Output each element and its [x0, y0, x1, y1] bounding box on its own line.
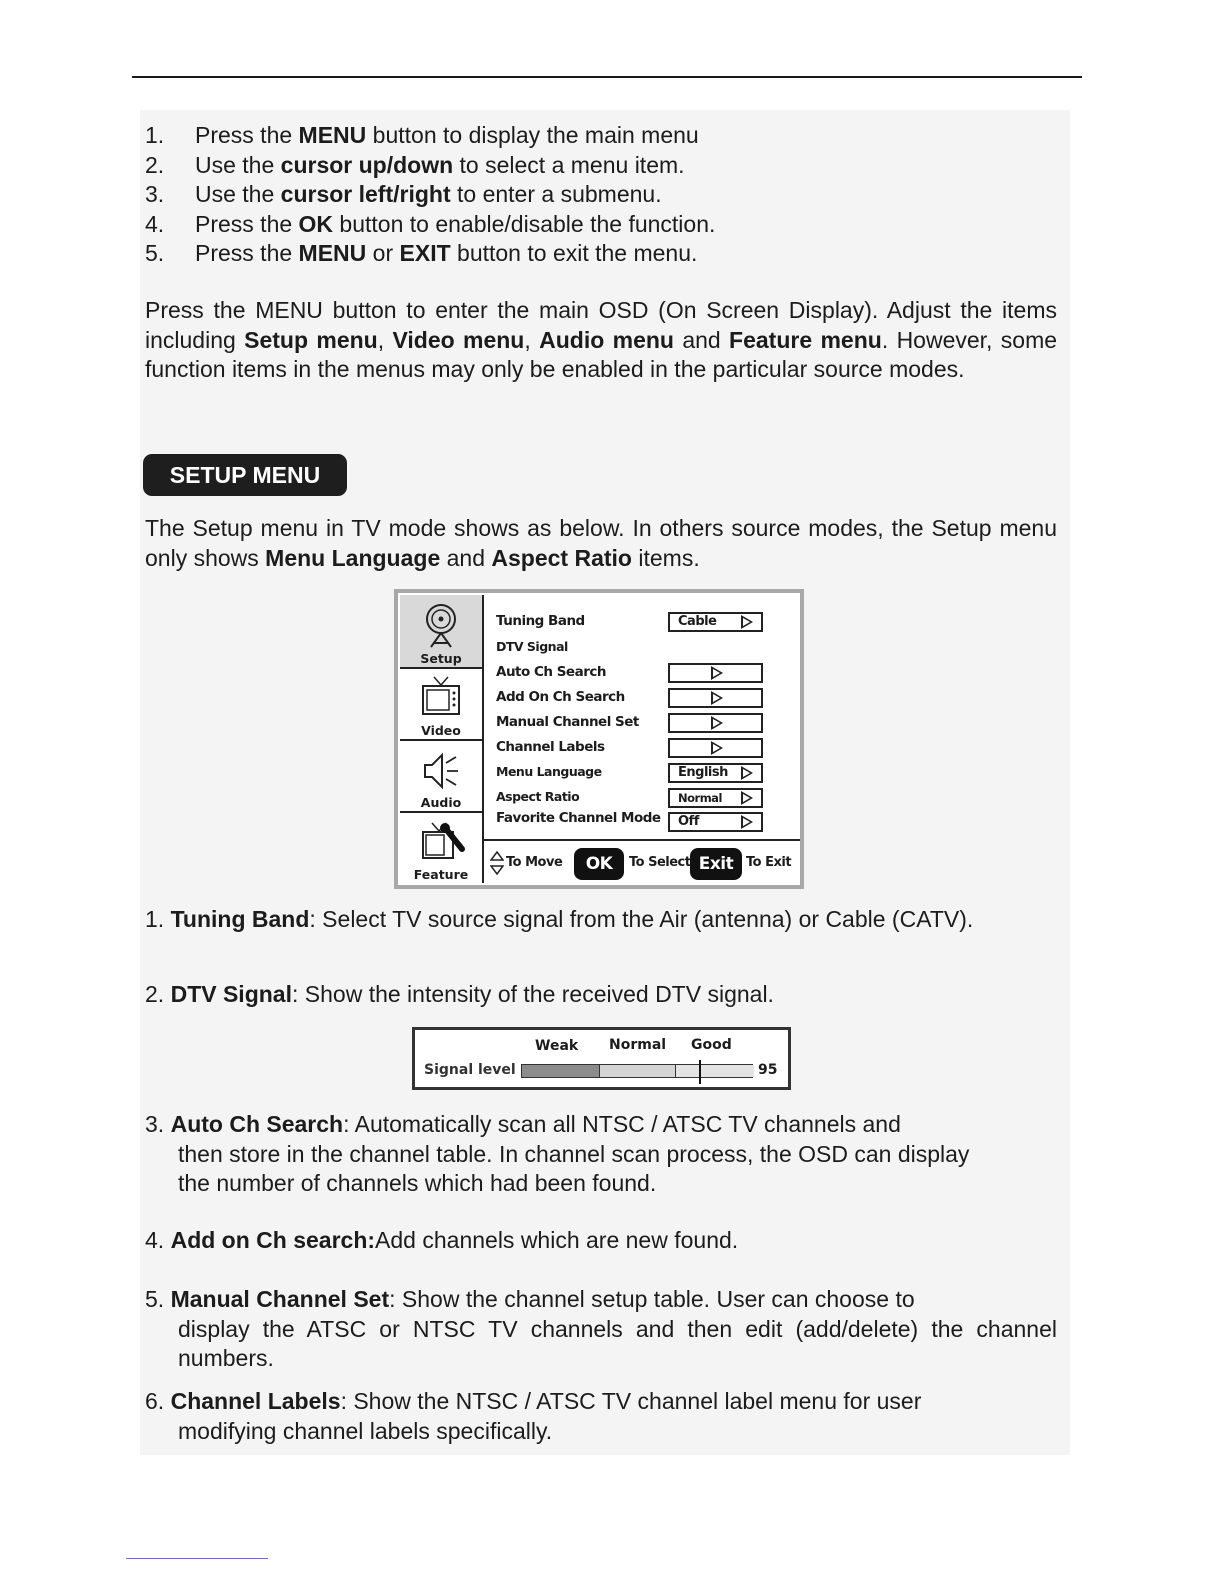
step-number: 5. — [145, 240, 165, 266]
item-text: : Automatically scan all NTSC / ATSC TV channels and — [343, 1111, 901, 1137]
play-arrow-icon — [711, 666, 723, 680]
footer-select-label: To Select — [629, 855, 691, 870]
step-text: or — [366, 240, 400, 266]
osd-value-box[interactable] — [668, 688, 763, 708]
osd-value-box[interactable] — [668, 713, 763, 733]
intro-keyword: Audio menu — [539, 326, 674, 353]
osd-tab-label: Setup — [420, 651, 462, 666]
step-text: to select a menu item. — [453, 151, 685, 178]
list-item — [145, 1285, 1057, 1374]
item-text-continued: then store in the channel table. In channel scan process, the OSD can display the number of channels which had been found. — [178, 1140, 970, 1196]
tv-wrench-icon — [420, 819, 466, 867]
step-text: Use the — [195, 151, 281, 178]
osd-tab-label: Audio — [420, 795, 462, 810]
step-item — [145, 151, 1045, 181]
signal-normal-segment — [600, 1065, 676, 1077]
osd-value-box[interactable] — [668, 788, 763, 808]
intro-text: , — [377, 326, 393, 353]
signal-level-label: Signal level — [424, 1062, 516, 1078]
step-item — [145, 121, 1045, 151]
play-arrow-icon — [711, 691, 723, 705]
intro-keyword: Setup menu — [244, 326, 378, 353]
signal-good-segment — [676, 1065, 754, 1077]
setup-desc-text: and — [440, 544, 492, 571]
intro-text: . However, some function items in the menus may only be enabled in the particular source modes. — [145, 326, 1058, 382]
list-item — [145, 1387, 1057, 1446]
item-title: Tuning Band — [170, 906, 310, 932]
play-arrow-icon — [711, 716, 723, 730]
step-keyword: cursor left/right — [280, 181, 451, 207]
intro-text: Press the MENU button to enter the main OSD (On Screen Display). Adjust the items including — [145, 297, 1057, 353]
osd-value-box[interactable] — [668, 763, 763, 783]
osd-tab-video[interactable] — [400, 669, 482, 741]
play-arrow-icon — [741, 615, 753, 629]
setup-description — [145, 514, 1057, 573]
osd-footer — [484, 839, 800, 887]
footer-exit-label: To Exit — [746, 855, 792, 870]
osd-tab-feature[interactable] — [400, 813, 482, 883]
step-item — [145, 239, 1045, 269]
intro-text: and — [673, 326, 730, 353]
step-number: 1. — [145, 122, 165, 148]
osd-tab-label: Feature — [413, 867, 469, 882]
item-number: 5. — [145, 1286, 171, 1312]
play-arrow-icon — [741, 815, 753, 829]
osd-row-label: Aspect Ratio — [496, 789, 580, 804]
item-number: 3. — [145, 1111, 171, 1137]
osd-row-label: Manual Channel Set — [496, 714, 639, 730]
osd-value-box[interactable] — [668, 738, 763, 758]
satellite-dish-icon — [420, 601, 462, 649]
setup-desc-text: items. — [631, 544, 700, 571]
intro-keyword: Video menu — [392, 326, 525, 353]
item-text: : Show the intensity of the received DTV signal. — [291, 981, 774, 1007]
osd-value-box[interactable] — [668, 663, 763, 683]
osd-row-favorite-channel-mode[interactable] — [496, 812, 796, 832]
item-title: Auto Ch Search — [170, 1111, 344, 1137]
osd-value-box[interactable] — [668, 612, 763, 632]
osd-row-value: English — [678, 765, 728, 780]
signal-level-indicator — [412, 1027, 791, 1090]
speaker-icon — [420, 747, 462, 795]
step-item — [145, 210, 1045, 240]
ok-button[interactable]: OK — [574, 848, 624, 880]
item-text: Add channels which are new found. — [375, 1227, 739, 1253]
item-number: 2. — [145, 981, 171, 1007]
list-item — [145, 980, 1057, 1010]
osd-row-label: DTV Signal — [496, 639, 568, 654]
signal-good-label: Good — [691, 1037, 732, 1053]
osd-row-label: Tuning Band — [496, 613, 585, 629]
step-text: to enter a submenu. — [450, 181, 662, 207]
step-text: button to enable/disable the function. — [333, 210, 716, 237]
play-arrow-icon — [711, 741, 723, 755]
signal-value: 95 — [758, 1062, 778, 1078]
step-keyword: EXIT — [399, 240, 451, 266]
play-arrow-icon — [741, 766, 753, 780]
osd-tab-label: Video — [421, 723, 461, 738]
footer-rule — [126, 1558, 268, 1559]
intro-text: , — [524, 326, 540, 353]
step-text: Press the — [195, 122, 299, 148]
osd-tab-audio[interactable] — [400, 741, 482, 813]
osd-row-label: Menu Language — [496, 764, 602, 779]
osd-sidebar — [400, 595, 484, 883]
osd-row-value: Cable — [678, 614, 717, 629]
intro-keyword: Feature menu — [729, 326, 882, 353]
list-item — [145, 905, 1057, 935]
osd-row-label: Favorite Channel Mode — [496, 810, 661, 826]
tv-icon — [420, 675, 462, 723]
step-text: Press the — [195, 240, 299, 266]
osd-row-manual-channel-set[interactable] — [496, 713, 796, 733]
osd-row-value: Off — [678, 814, 699, 829]
step-keyword: MENU — [298, 122, 367, 148]
footer-move-label: To Move — [506, 855, 563, 870]
osd-row-value: Normal — [678, 791, 722, 805]
item-text-continued: modifying channel labels specifically. — [178, 1417, 553, 1444]
osd-row-channel-labels[interactable] — [496, 738, 796, 758]
osd-value-box[interactable] — [668, 812, 763, 832]
step-keyword: OK — [298, 210, 334, 237]
item-title: Manual Channel Set — [170, 1286, 390, 1312]
item-number: 6. — [145, 1388, 171, 1414]
setup-desc-keyword: Menu Language — [265, 544, 441, 571]
setup-desc-keyword: Aspect Ratio — [491, 544, 632, 571]
osd-row-menu-language[interactable] — [496, 763, 796, 783]
step-number: 4. — [145, 210, 165, 237]
step-text: button to display the main menu — [366, 122, 699, 148]
play-arrow-icon — [741, 791, 753, 805]
osd-row-add-on-ch-search[interactable] — [496, 688, 796, 708]
step-number: 3. — [145, 181, 165, 207]
item-title: Channel Labels — [170, 1388, 341, 1414]
item-text: : Show the channel setup table. User can choose to — [389, 1286, 915, 1312]
exit-button[interactable]: Exit — [690, 848, 742, 880]
section-heading: SETUP MENU — [143, 454, 347, 496]
osd-row-label: Channel Labels — [496, 739, 605, 755]
item-title: DTV Signal — [170, 981, 292, 1007]
intro-paragraph — [145, 296, 1057, 385]
step-keyword: cursor up/down — [280, 151, 454, 178]
setup-desc-text: The Setup menu in TV mode shows as below. In others source modes, the Setup menu only shows — [145, 515, 1057, 571]
list-item — [145, 1110, 985, 1199]
item-number: 4. — [145, 1227, 171, 1253]
item-text: : Select TV source signal from the Air (antenna) or Cable (CATV). — [309, 906, 974, 932]
instruction-steps — [145, 121, 1045, 269]
step-item — [145, 180, 1045, 210]
osd-row-label: Auto Ch Search — [496, 664, 606, 680]
header-rule — [132, 76, 1082, 78]
osd-row-dtv-signal[interactable] — [496, 638, 796, 658]
item-text: : Show the NTSC / ATSC TV channel label menu for user — [340, 1388, 922, 1414]
step-text: Press the — [195, 210, 299, 237]
step-text: button to exit the menu. — [450, 240, 698, 266]
signal-bar — [521, 1064, 753, 1078]
signal-marker — [699, 1060, 701, 1084]
step-keyword: MENU — [298, 240, 367, 266]
signal-weak-label: Weak — [535, 1038, 579, 1054]
item-text-continued: display the ATSC or NTSC TV channels and then edit (add/delete) the channel numbers. — [178, 1315, 1057, 1371]
step-text: Use the — [195, 181, 281, 207]
signal-weak-segment — [522, 1065, 600, 1077]
item-number: 1. — [145, 906, 171, 932]
osd-row-aspect-ratio[interactable] — [496, 788, 796, 808]
up-down-arrow-icon — [490, 851, 504, 875]
osd-row-auto-ch-search[interactable] — [496, 663, 796, 683]
item-title: Add on Ch search: — [170, 1227, 376, 1253]
step-number: 2. — [145, 151, 165, 178]
signal-normal-label: Normal — [609, 1037, 667, 1053]
osd-row-label: Add On Ch Search — [496, 689, 625, 705]
list-item — [145, 1226, 1057, 1256]
osd-row-tuning-band[interactable] — [496, 612, 796, 632]
osd-tab-setup[interactable] — [400, 595, 482, 669]
setup-menu-osd — [394, 589, 804, 889]
